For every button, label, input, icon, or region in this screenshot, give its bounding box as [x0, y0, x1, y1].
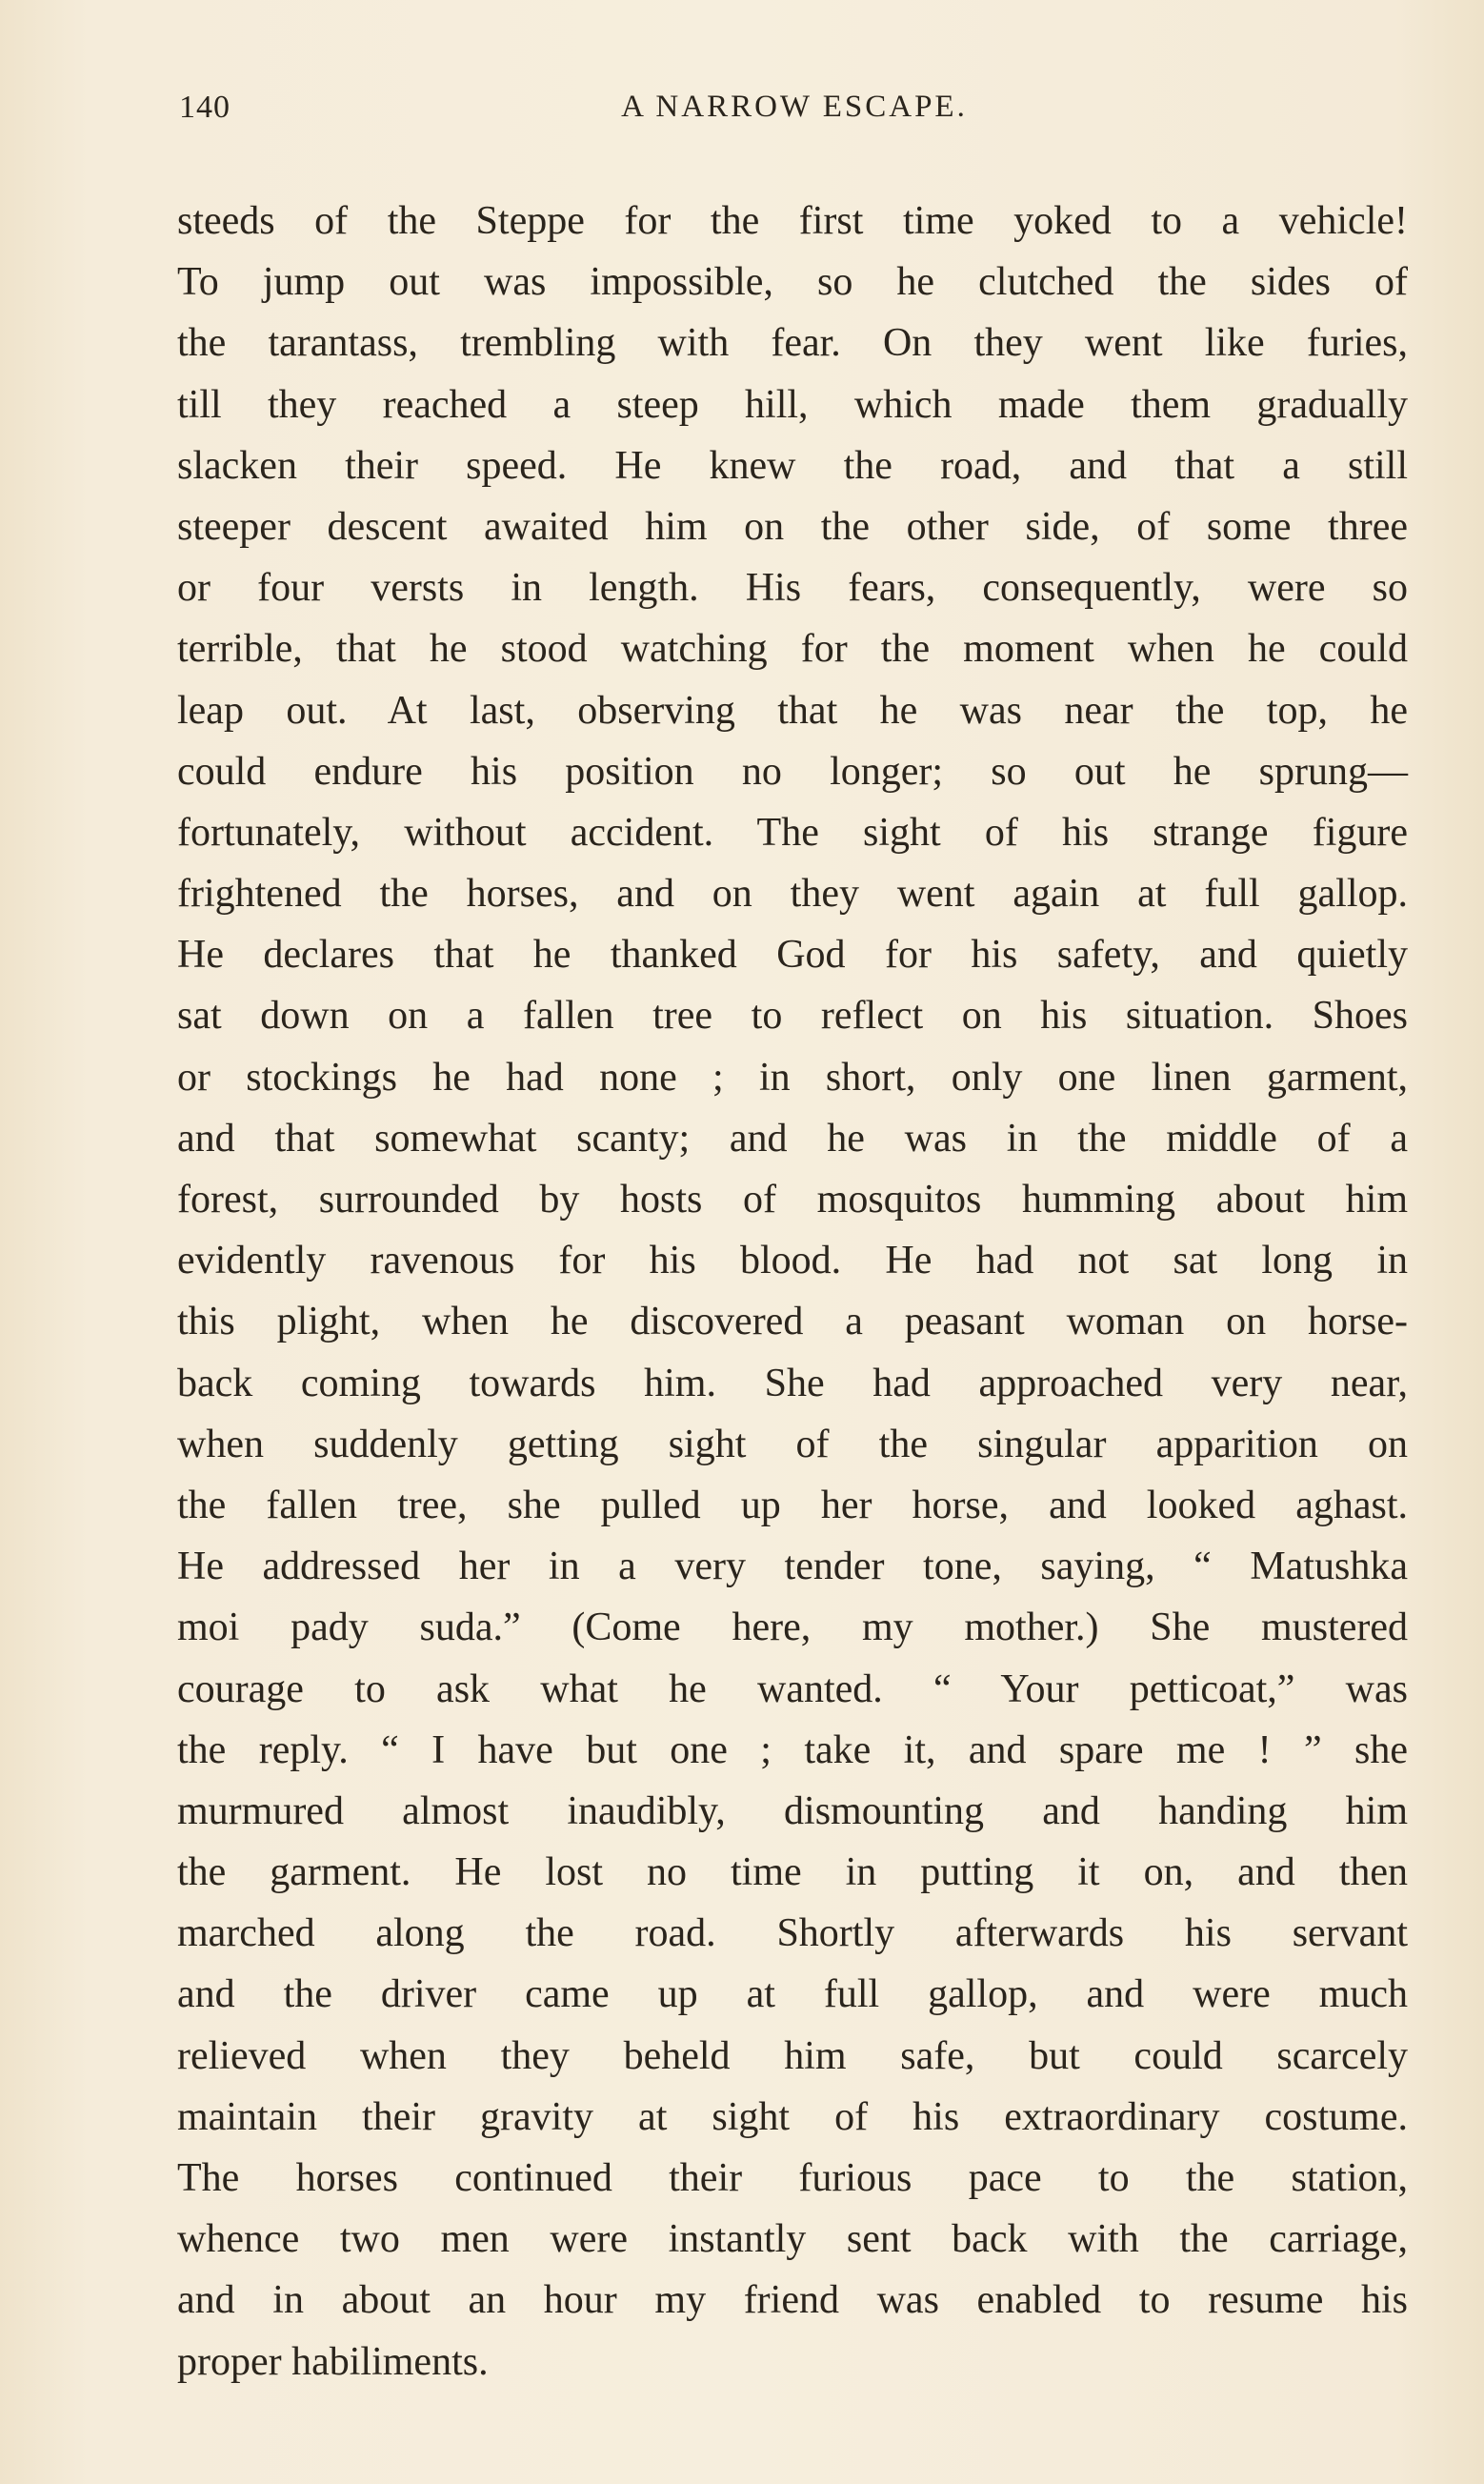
- text-line: the garment. He lost no time in putting it on, and then: [177, 1850, 1408, 1895]
- text-line: He declares that he thanked God for his safety, and quietly: [177, 933, 1408, 978]
- text-line: steeds of the Steppe for the first time yoked to a vehicle!: [177, 199, 1408, 243]
- text-line: moi pady suda.” (Come here, my mother.) She mustered: [177, 1606, 1408, 1650]
- text-line: when suddenly getting sight of the singular apparition on: [177, 1422, 1408, 1466]
- text-line: whence two men were instantly sent back with the carriage,: [177, 2217, 1408, 2262]
- text-line: frightened the horses, and on they went again at full gallop.: [177, 872, 1408, 917]
- text-line: relieved when they beheld him safe, but could scarcely: [177, 2033, 1408, 2078]
- text-line: slacken their speed. He knew the road, and that a still: [177, 443, 1408, 488]
- text-line: maintain their gravity at sight of his extraordinary costume.: [177, 2094, 1408, 2139]
- text-line: forest, surrounded by hosts of mosquitos humming about him: [177, 1178, 1408, 1222]
- text-line: murmured almost inaudibly, dismounting and handing him: [177, 1788, 1408, 1833]
- text-line: the reply. “ I have but one ; take it, and spare me ! ” she: [177, 1727, 1408, 1772]
- text-line: and that somewhat scanty; and he was in the middle of a: [177, 1116, 1408, 1161]
- text-line: marched along the road. Shortly afterwards his servant: [177, 1911, 1408, 1956]
- text-line: this plight, when he discovered a peasant woman on horse-: [177, 1300, 1408, 1344]
- text-line: and the driver came up at full gallop, and were much: [177, 1972, 1408, 2017]
- text-line: fortunately, without accident. The sight of his strange figure: [177, 810, 1408, 855]
- text-line: terrible, that he stood watching for the moment when he could: [177, 627, 1408, 672]
- text-line: To jump out was impossible, so he clutched the sides of: [177, 260, 1408, 305]
- text-line: back coming towards him. She had approached very near,: [177, 1361, 1408, 1405]
- text-line: The horses continued their furious pace to the station,: [177, 2156, 1408, 2200]
- text-line: the tarantass, trembling with fear. On they went like furies,: [177, 321, 1408, 366]
- text-line: or four versts in length. His fears, consequently, were so: [177, 566, 1408, 611]
- running-head: [179, 90, 1410, 143]
- text-line: He addressed her in a very tender tone, saying, “ Matushka: [177, 1545, 1408, 1589]
- text-line: the fallen tree, she pulled up her horse, and looked aghast.: [177, 1483, 1408, 1527]
- text-line: leap out. At last, observing that he was near the top, he: [177, 688, 1408, 733]
- running-title: A NARROW ESCAPE.: [621, 90, 968, 124]
- text-line: or stockings he had none ; in short, only one linen garment,: [177, 1055, 1408, 1100]
- text-line-last: proper habiliments.: [177, 2339, 489, 2384]
- text-line: sat down on a fallen tree to reflect on his situation. Shoes: [177, 994, 1408, 1039]
- text-line: courage to ask what he wanted. “ Your petticoat,” was: [177, 1666, 1408, 1711]
- text-line: evidently ravenous for his blood. He had not sat long in: [177, 1239, 1408, 1283]
- body-text: [177, 191, 1408, 2393]
- text-line: steeper descent awaited him on the other side, of some three: [177, 504, 1408, 549]
- text-line: could endure his position no longer; so out he sprung—: [177, 749, 1408, 794]
- text-line: till they reached a steep hill, which made them gradually: [177, 382, 1408, 427]
- page-number: 140: [179, 90, 231, 125]
- text-line: and in about an hour my friend was enabled to resume his: [177, 2278, 1408, 2323]
